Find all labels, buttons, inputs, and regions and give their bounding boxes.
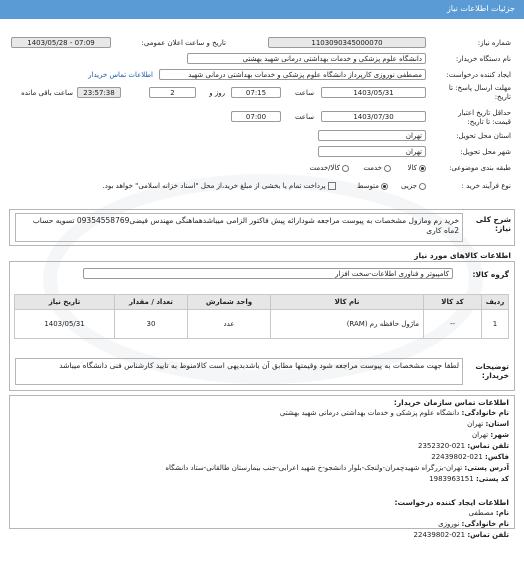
category-label: طبقه بندی موضوعی: (449, 164, 511, 172)
announce-label: تاریخ و ساعت اعلان عمومی: (141, 39, 226, 47)
description-text: خرید رم ومازول مشخصات به پیوست مراجعه شودارائه پیش فاکتور الزامی میباشدهماهنگی مهندس فیضی09354558769 تسویه حساب 2ماه کاری (32, 216, 459, 235)
radio-icon[interactable] (419, 183, 426, 190)
remaining-label: ساعت باقی مانده (21, 89, 73, 97)
process-option-medium[interactable]: متوسط (357, 182, 388, 190)
details-panel (3, 24, 521, 573)
page-header (0, 0, 524, 19)
table-row (15, 310, 509, 339)
radio-selected-icon[interactable] (381, 183, 388, 190)
buyer-notes-label: توضیحات خریدار: (475, 362, 509, 380)
buyer-contact-link[interactable]: اطلاعات تماس خریدار (88, 71, 153, 79)
province-label: استان محل تحویل: (456, 132, 511, 140)
cell-name: ماژول حافظه رم (RAM) (271, 310, 424, 339)
buyer-field: دانشگاه علوم پزشکی و خدمات بهداشتی درمانی شهید بهشتی (187, 53, 426, 64)
col-name: نام کالا (271, 295, 424, 310)
need-number-field: 1103090345000070 (268, 37, 426, 48)
validity-time-label: ساعت (294, 113, 314, 121)
org-contact-line: فاکس: 021-22439802 (431, 453, 509, 461)
cell-row: 1 (482, 310, 509, 339)
days-field: 2 (149, 87, 196, 98)
cell-code: -- (424, 310, 482, 339)
category-option-service[interactable]: خدمت (363, 164, 391, 172)
validity-date-field[interactable]: 1403/07/30 (321, 111, 426, 122)
days-and-label: روز و (209, 89, 225, 97)
radio-icon[interactable] (342, 165, 349, 172)
col-code: کد کالا (424, 295, 482, 310)
col-date: تاریخ نیاز (15, 295, 115, 310)
org-contact-line: کد پستی: 1983963151 (429, 475, 509, 483)
validity-time-field[interactable]: 07:00 (231, 111, 281, 122)
buyer-notes-text: لطفا جهت مشخصات به پیوست مراجعه شود وقیمتها مطابق آن باشدبدیهی است کالامنوط به تایید کارشناس فنی دانشگاه میباشد (59, 361, 459, 370)
reply-deadline-label: مهلت ارسال پاسخ: تا تاریخ: (448, 84, 511, 101)
creator-contact-line: نام خانوادگی: نوروزی (438, 520, 509, 528)
col-qty: تعداد / مقدار (115, 295, 188, 310)
city-label: شهر محل تحویل: (460, 148, 511, 156)
reply-time-field[interactable]: 07:15 (231, 87, 281, 98)
creator-field: مصطفی نوروزی کارپرداز دانشگاه علوم پزشکی و خدمات بهداشتی درمانی شهید (159, 69, 426, 80)
buyer-label: نام دستگاه خریدار: (455, 55, 511, 63)
province-field: تهران (318, 130, 426, 141)
creator-contact-title: اطلاعات ایجاد کننده درخواست: (394, 498, 509, 507)
category-option-goods[interactable]: کالا (408, 164, 426, 172)
creator-contact-line: نام: مصطفی (468, 509, 509, 517)
city-field: تهران (318, 146, 426, 157)
org-contact-title: اطلاعات تماس سازمان خریدار: (393, 398, 509, 407)
org-contact-line: آدرس پستی: تهران-بزرگراه شهیدچمران-ولنجک-بلوار دانشجو-خ شهید اعرابی-جنب بیمارستان طالقانی-ستاد دانشگاه (165, 464, 509, 472)
goods-table-header (15, 295, 509, 310)
process-label: نوع فرآیند خرید : (461, 182, 511, 190)
org-contact-line: تلفن تماس: 021-2352320 (418, 442, 509, 450)
org-contact-line: نام خانوادگی: دانشگاه علوم پزشکی و خدمات بهداشتی درمانی شهید بهشتی (279, 409, 509, 417)
cell-date: 1403/05/31 (15, 310, 115, 339)
validity-label: حداقل تاریخ اعتبار قیمت: تا تاریخ: (458, 109, 511, 126)
need-number-label: شماره نیاز: (477, 39, 511, 47)
payment-option[interactable]: پرداخت تمام یا بخشی از مبلغ خرید،از محل "اسناد خزانه اسلامی" خواهد بود. (103, 182, 336, 190)
category-option-both[interactable]: کالا/خدمت (310, 164, 349, 172)
goods-group-field: کامپیوتر و فناوری اطلاعات-سخت افزار (83, 268, 453, 279)
checkbox-icon[interactable] (328, 182, 336, 190)
radio-selected-icon[interactable] (419, 165, 426, 172)
remaining-time-field: 23:57:38 (77, 87, 121, 98)
goods-group-label: گروه کالا: (472, 270, 509, 279)
reply-time-label: ساعت (294, 89, 314, 97)
description-label: شرح کلی نیاز: (475, 215, 511, 233)
col-unit: واحد شمارش (188, 295, 271, 310)
goods-table (14, 294, 509, 339)
creator-contact-line: تلفن تماس: 021-22439802 (413, 531, 509, 539)
org-contact-line: استان: تهران (467, 420, 509, 428)
cell-unit: عدد (188, 310, 271, 339)
radio-icon[interactable] (384, 165, 391, 172)
org-contact-line: شهر: تهران (471, 431, 509, 439)
col-row: ردیف (482, 295, 509, 310)
creator-label: ایجاد کننده درخواست: (446, 71, 511, 79)
process-option-minor[interactable]: جزیی (401, 182, 426, 190)
page-title: جزئیات اطلاعات نیاز (446, 4, 515, 13)
goods-section-title: اطلاعات کالاهای مورد نیاز (414, 251, 511, 260)
cell-qty: 30 (115, 310, 188, 339)
reply-date-field[interactable]: 1403/05/31 (321, 87, 426, 98)
creator-contact-list (414, 508, 509, 541)
org-contact-list (19, 408, 509, 485)
announce-field: 1403/05/28 - 07:09 (11, 37, 111, 48)
